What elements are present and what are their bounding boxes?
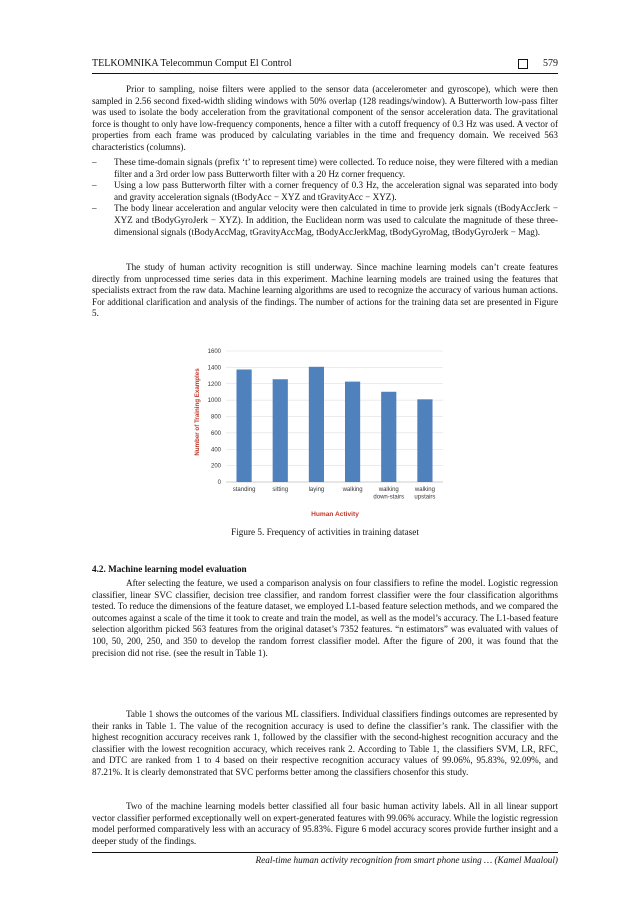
bullet-text: The body linear acceleration and angular velocity were then calculated in time to provide jerk signals (tBodyAccJerk − XYZ and tBodyGyroJerk − XYZ). In addition, the Euclidean norm was used to calculate the magnitude of these three-dimensional signals (tBodyAccMag, tGravityAccMag, tBodyAccJerkMag, tBodyGyroMag, tBodyGyroJerk − Mag).: [114, 203, 558, 237]
y-tick-label: 1400: [207, 365, 221, 372]
bar-standing: [236, 370, 251, 482]
y-tick-label: 800: [210, 414, 221, 421]
y-tick-label: 600: [210, 430, 221, 437]
paragraph-summary: Two of the machine learning models better classified all four basic human activity labels. All in all linear support vector classifier performed exceptionally well on expert-generated features with 99.06% accuracy. While the logistic regression model performed comparatively less with an accuracy of 95.83%. Figure 6 model accuracy scores provide further insight and a deeper study of the findings.: [92, 801, 558, 846]
y-tick-label: 1600: [207, 349, 221, 355]
x-tick-label: sitting: [272, 487, 289, 493]
paragraph-model-evaluation: After selecting the feature, we used a comparison analysis on four classifiers to refine the model. Logistic regression classifier, linear SVC classifier, decision tree classifier, and random forrest classifier were the four classification algorithms tested. To reduce the dimensions of the feature dataset, we employed L1-based feature selection methods, and we compared the outcomes against a scale of the time it took to create and train the model, as well as the model’s accuracy. The L1-based feature selection algorithm picked 563 features from the original dataset’s 7352 features. “n estimators” was evaluated with values of 100, 50, 200, 250, and 350 to develop the random forrest classifier model. After the figure of 200, it was found that the precision did not rise. (see the result in Table 1).: [92, 578, 558, 658]
bar-sitting: [273, 379, 288, 482]
section-heading: 4.2. Machine learning model evaluation: [92, 564, 247, 574]
bar-walking-down-stairs: [381, 392, 396, 482]
page-footer: Real-time human activity recognition from smart phone using … (Kamel Maaloul): [255, 855, 558, 865]
bar-walking: [345, 382, 360, 482]
bullet-item: – The body linear acceleration and angular velocity were then calculated in time to provide jerk signals (tBodyAccJerk − XYZ and tBodyGyroJerk − XYZ). In addition, the Euclidean norm was used to calculate the magnitude of these three-dimensional signals (tBodyAccMag, tGravityAccMag, tBodyAccJerkMag, tBodyGyroMag, tBodyGyroJerk − Mag).: [92, 203, 558, 237]
paragraph-sampling: Prior to sampling, noise filters were applied to the sensor data (accelerometer and gyroscope), which were then sampled in 2.56 second fixed-width sliding windows with 50% overlap (128 readings/window). A Butterworth low-pass filter was used to isolate the body acceleration from the gravitational component of the sensor acceleration data. The gravitational force is thought to only have low-frequency components, hence a filter with a cutoff frequency of 0.3 Hz was used. A vector of properties from each frame was produced by calculating variables in the time and frequency domain. We received 563 characteristics (columns).: [92, 84, 558, 152]
bullet-text: Using a low pass Butterworth filter with a corner frequency of 0.3 Hz, the acceleration signal was separated into body and gravity acceleration signals (tBodyAcc − XYZ and tGravityAcc − XYZ).: [114, 180, 558, 202]
page-header: [92, 58, 558, 74]
y-tick-label: 200: [210, 463, 221, 470]
header-divider: [92, 73, 558, 74]
y-tick-label: 0: [217, 480, 221, 486]
bar-walking-upstairs: [417, 399, 432, 482]
x-tick-label: walking: [378, 487, 399, 493]
activity-frequency-chart: [181, 341, 457, 521]
bar-laying: [309, 367, 324, 482]
x-tick-label: walking: [342, 487, 363, 493]
x-tick-label: walking: [414, 487, 435, 493]
bullet-item: – These time-domain signals (prefix ‘t’ to represent time) were collected. To reduce noise, they were filtered with a median filter and a 3rd order low pass Butterworth filter with a 20 Hz corner frequency.: [92, 157, 558, 179]
bullet-item: – Using a low pass Butterworth filter with a corner frequency of 0.3 Hz, the acceleration signal was separated into body and gravity acceleration signals (tBodyAcc − XYZ and tGravityAcc − XYZ).: [92, 180, 558, 202]
x-axis-label: Human Activity: [311, 511, 359, 518]
signal-bullet-list: [92, 157, 558, 238]
y-tick-label: 1000: [207, 398, 221, 405]
page-number: 579: [543, 58, 558, 69]
bullet-text: These time-domain signals (prefix ‘t’ to represent time) were collected. To reduce noise, they were filtered with a median filter and a 3rd order low pass Butterworth filter with a 20 Hz corner frequency.: [114, 157, 558, 179]
x-tick-label: laying: [308, 487, 325, 493]
paragraph-table-results: Table 1 shows the outcomes of the various ML classifiers. Individual classifiers findings outcomes are represented by their ranks in Table 1. The value of the recognition accuracy is used to define the classifier’s rank. The classifier with the highest recognition accuracy receives rank 1, followed by the classifier with the second-highest recognition accuracy and the classifier with the lowest recognition accuracy, which receives rank 2. According to Table 1, the classifiers SVM, LR, RFC, and DTC are ranked from 1 to 4 based on their respective recognition accuracy values of 99.06%, 95.83%, 92.09%, and 87.21%. It is clearly demonstrated that SVC performs better among the classifiers chosenfor this study.: [92, 709, 558, 777]
x-tick-label: standing: [232, 487, 256, 493]
journal-name: TELKOMNIKA Telecommun Comput El Control: [92, 58, 292, 69]
footer-divider: [92, 852, 558, 853]
x-tick-label: upstairs: [414, 494, 436, 501]
checkbox-icon: [518, 59, 528, 69]
y-axis-label: Number of Training Examples: [194, 368, 201, 456]
bar-chart-svg: [181, 341, 457, 521]
figure-caption: Figure 5. Frequency of activities in training dataset: [231, 527, 419, 537]
paragraph-activity-recognition: The study of human activity recognition is still underway. Since machine learning models can’t create features directly from unprocessed time series data in this experiment. Machine learning models are trained using the features that specialists extract from the raw data. Machine learning algorithms are used to recognize the accuracy of various human actions. For additional clarification and analysis of the findings. The number of actions for the training data set are presented in Figure 5.: [92, 262, 558, 319]
x-tick-label: down-stairs: [373, 494, 405, 501]
y-tick-label: 400: [210, 447, 221, 454]
y-tick-label: 1200: [207, 381, 221, 388]
